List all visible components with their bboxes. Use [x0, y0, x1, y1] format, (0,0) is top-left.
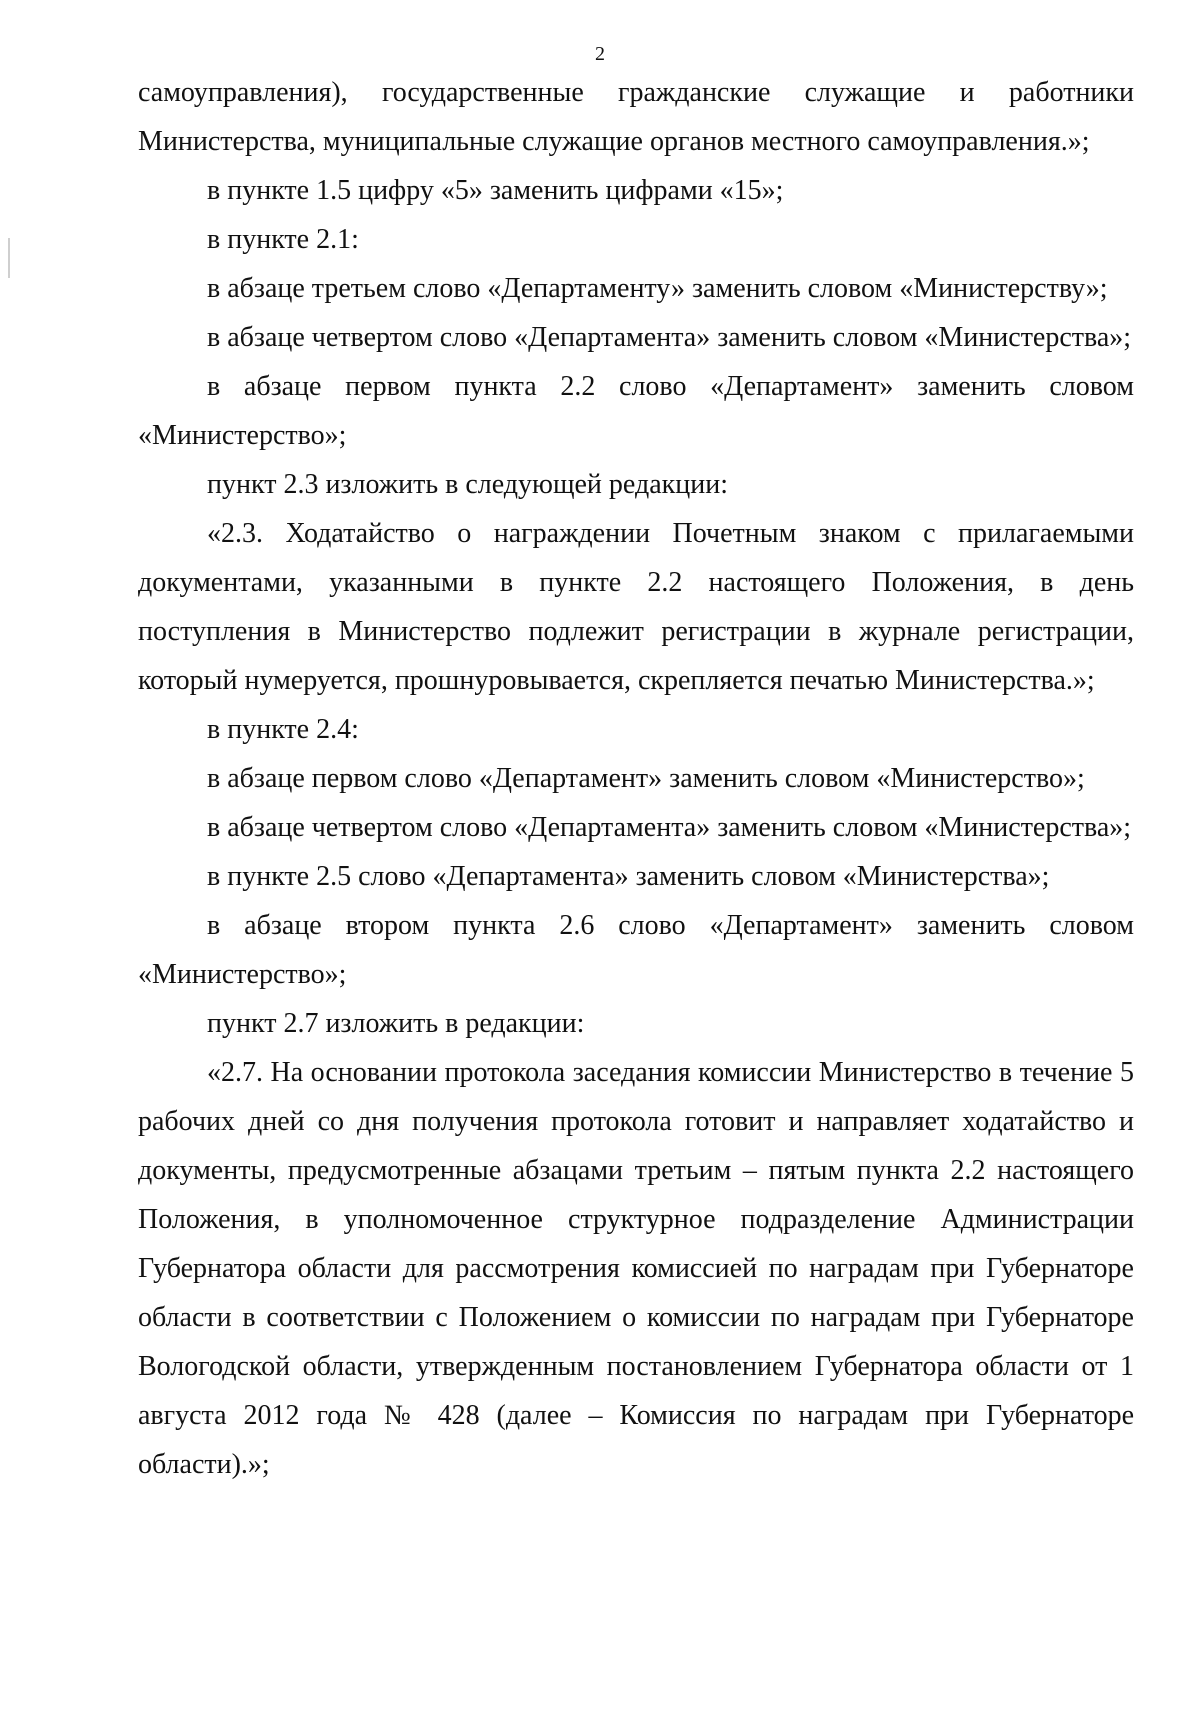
paragraph-item-2-6: в абзаце втором пункта 2.6 слово «Департамент» заменить словом «Министерство»;	[138, 910, 1134, 990]
paragraph-item-2-5: в пункте 2.5 слово «Департамента» заменить словом «Министерства»;	[207, 861, 1050, 892]
paragraph-item-2-3-text: «2.3. Ходатайство о награждении Почетным знаком с прилагаемыми документами, указанными в пункте 2.2 настоящего Положения, в день поступления в Министерство подлежит регистрации в журнале регистрации, который нумеруется, прошнуровывается, скрепляется печатью Министерства.»;	[138, 518, 1134, 696]
paragraph-item-2-2: в абзаце первом пункта 2.2 слово «Департамент» заменить словом «Министерство»;	[138, 371, 1134, 451]
page-number: 2	[595, 43, 605, 65]
document-body	[138, 68, 1134, 1489]
paragraph-2-1-third: в абзаце третьем слово «Департаменту» заменить словом «Министерству»;	[207, 273, 1108, 304]
paragraph-2-1-fourth: в абзаце четвертом слово «Департамента» заменить словом «Министерства»;	[207, 322, 1132, 353]
paragraph-2-4-fourth: в абзаце четвертом слово «Департамента» заменить словом «Министерства»;	[207, 812, 1132, 843]
paragraph-item-2-1: в пункте 2.1:	[207, 224, 359, 255]
paragraph-item-1-5: в пункте 1.5 цифру «5» заменить цифрами «15»;	[207, 175, 784, 206]
paragraph-item-2-3-intro: пункт 2.3 изложить в следующей редакции:	[207, 469, 728, 500]
scan-margin-mark	[8, 238, 10, 278]
paragraph-continuation: самоуправления), государственные гражданские служащие и работники Министерства, муниципальные служащие органов местного самоуправления.»;	[138, 77, 1134, 157]
paragraph-item-2-4: в пункте 2.4:	[207, 714, 359, 745]
paragraph-2-4-first: в абзаце первом слово «Департамент» заменить словом «Министерство»;	[207, 763, 1085, 794]
paragraph-item-2-7-text: «2.7. На основании протокола заседания комиссии Министерство в течение 5 рабочих дней со дня получения протокола готовит и направляет ходатайство и документы, предусмотренные абзацами третьим – пятым пункта 2.2 настоящего Положения, в уполномоченное структурное подразделение Администрации Губернатора области для рассмотрения комиссией по наградам при Губернаторе области в соответствии с Положением о комиссии по наградам при Губернаторе Вологодской области, утвержденным постановлением Губернатора области от 1 августа 2012 года № 428 (далее – Комиссия по наградам при Губернаторе области).»;	[138, 1057, 1134, 1480]
paragraph-item-2-7-intro: пункт 2.7 изложить в редакции:	[207, 1008, 585, 1039]
